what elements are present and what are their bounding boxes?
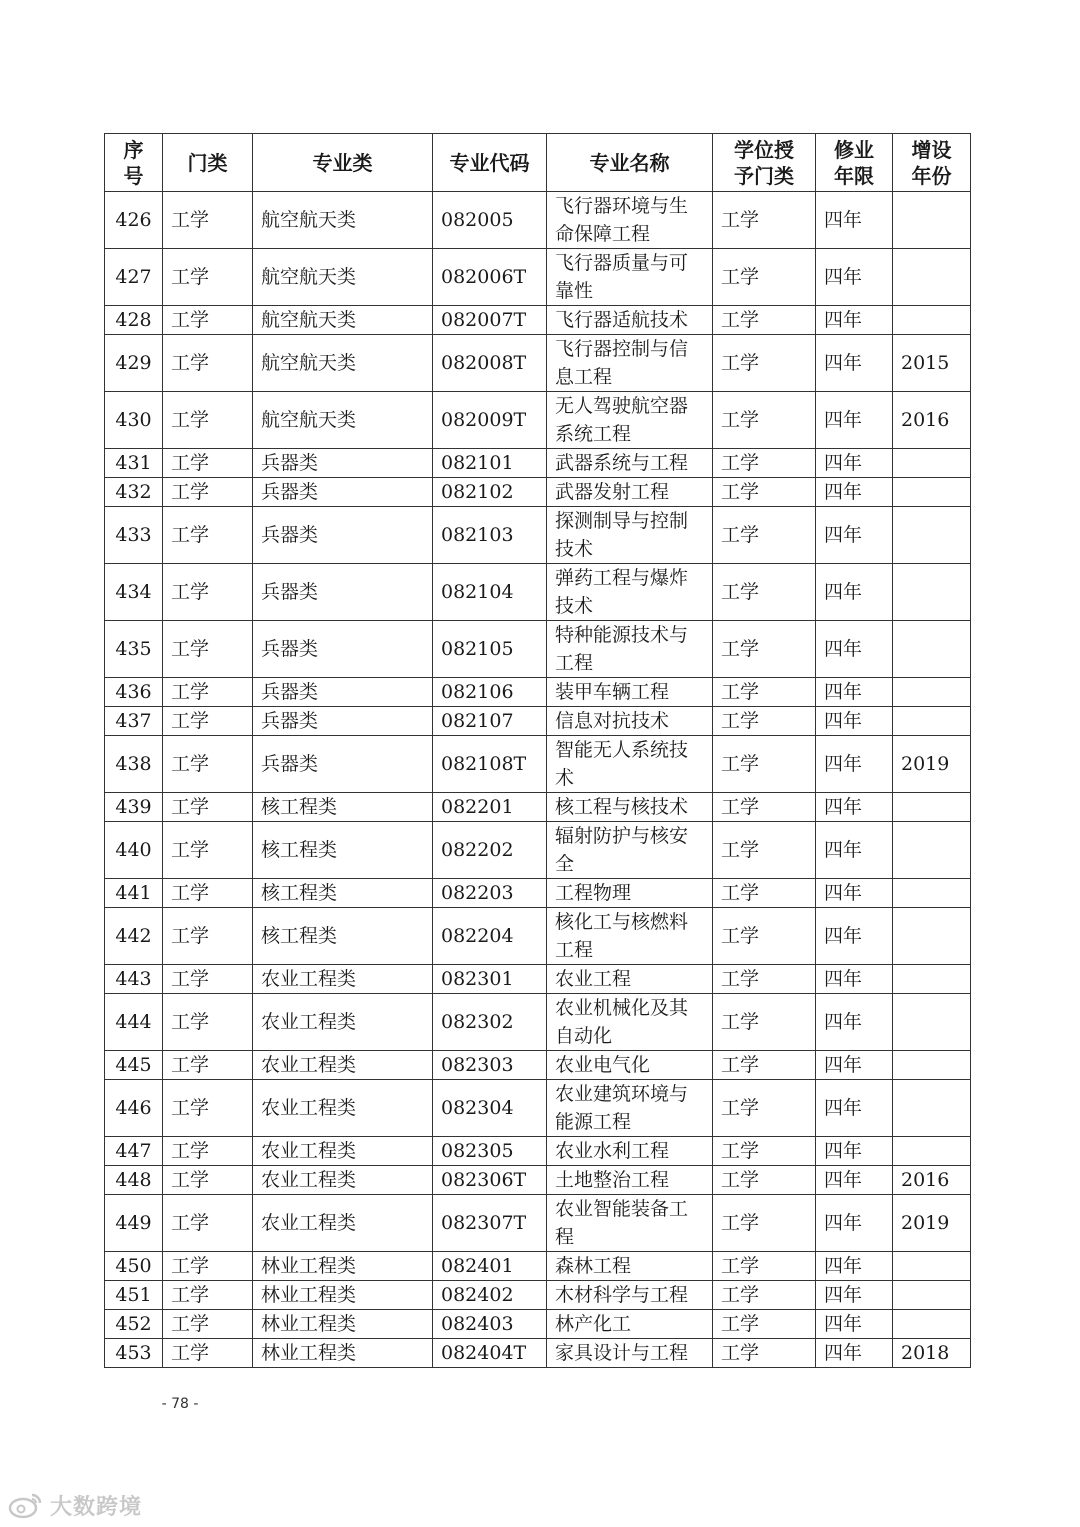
table-row	[105, 879, 971, 908]
cell-category: 工学	[163, 449, 253, 478]
cell-years: 四年	[816, 678, 893, 707]
cell-years: 四年	[816, 1051, 893, 1080]
cell-name: 探测制导与控制技术	[547, 507, 713, 564]
cell-year-added	[893, 793, 971, 822]
cell-class: 核工程类	[253, 879, 433, 908]
table-row	[105, 1310, 971, 1339]
table-row	[105, 994, 971, 1051]
cell-years: 四年	[816, 1080, 893, 1137]
cell-name: 工程物理	[547, 879, 713, 908]
cell-degree: 工学	[713, 1051, 816, 1080]
cell-category: 工学	[163, 564, 253, 621]
cell-seq: 444	[105, 994, 163, 1051]
cell-degree: 工学	[713, 822, 816, 879]
cell-years: 四年	[816, 822, 893, 879]
table-row	[105, 306, 971, 335]
cell-category: 工学	[163, 1137, 253, 1166]
cell-code: 082307T	[433, 1195, 547, 1252]
cell-category: 工学	[163, 965, 253, 994]
cell-degree: 工学	[713, 1080, 816, 1137]
cell-code: 082204	[433, 908, 547, 965]
cell-seq: 439	[105, 793, 163, 822]
cell-degree: 工学	[713, 1252, 816, 1281]
cell-year-added	[893, 1080, 971, 1137]
cell-class: 航空航天类	[253, 249, 433, 306]
cell-category: 工学	[163, 822, 253, 879]
cell-degree: 工学	[713, 736, 816, 793]
cell-years: 四年	[816, 1310, 893, 1339]
cell-seq: 431	[105, 449, 163, 478]
table-row	[105, 1137, 971, 1166]
cell-year-added	[893, 879, 971, 908]
cell-year-added	[893, 965, 971, 994]
cell-degree: 工学	[713, 908, 816, 965]
cell-class: 林业工程类	[253, 1252, 433, 1281]
cell-degree: 工学	[713, 306, 816, 335]
cell-code: 082301	[433, 965, 547, 994]
cell-class: 林业工程类	[253, 1310, 433, 1339]
cell-year-added	[893, 707, 971, 736]
cell-year-added: 2015	[893, 335, 971, 392]
cell-category: 工学	[163, 621, 253, 678]
cell-code: 082402	[433, 1281, 547, 1310]
cell-category: 工学	[163, 1080, 253, 1137]
cell-seq: 441	[105, 879, 163, 908]
cell-year-added	[893, 1310, 971, 1339]
cell-degree: 工学	[713, 994, 816, 1051]
cell-name: 农业智能装备工程	[547, 1195, 713, 1252]
cell-class: 农业工程类	[253, 1195, 433, 1252]
cell-category: 工学	[163, 192, 253, 249]
cell-seq: 437	[105, 707, 163, 736]
cell-category: 工学	[163, 1310, 253, 1339]
cell-class: 农业工程类	[253, 965, 433, 994]
table-row	[105, 1080, 971, 1137]
cell-years: 四年	[816, 908, 893, 965]
cell-name: 农业机械化及其自动化	[547, 994, 713, 1051]
cell-code: 082202	[433, 822, 547, 879]
cell-code: 082103	[433, 507, 547, 564]
cell-class: 核工程类	[253, 822, 433, 879]
table-row	[105, 1166, 971, 1195]
cell-name: 土地整治工程	[547, 1166, 713, 1195]
header-class	[253, 134, 433, 192]
cell-name: 木材科学与工程	[547, 1281, 713, 1310]
cell-seq: 434	[105, 564, 163, 621]
cell-class: 农业工程类	[253, 1166, 433, 1195]
cell-year-added	[893, 1252, 971, 1281]
cell-degree: 工学	[713, 1166, 816, 1195]
cell-category: 工学	[163, 478, 253, 507]
cell-seq: 430	[105, 392, 163, 449]
table-row	[105, 621, 971, 678]
watermark	[8, 1490, 142, 1520]
header-category-line: 门类	[187, 150, 228, 175]
cell-class: 航空航天类	[253, 192, 433, 249]
cell-class: 兵器类	[253, 564, 433, 621]
cell-year-added	[893, 1137, 971, 1166]
table-row	[105, 965, 971, 994]
cell-code: 082105	[433, 621, 547, 678]
table-row	[105, 1252, 971, 1281]
cell-degree: 工学	[713, 249, 816, 306]
cell-degree: 工学	[713, 449, 816, 478]
table-row	[105, 478, 971, 507]
cell-category: 工学	[163, 678, 253, 707]
cell-years: 四年	[816, 994, 893, 1051]
cell-name: 无人驾驶航空器系统工程	[547, 392, 713, 449]
cell-name: 农业工程	[547, 965, 713, 994]
cell-seq: 449	[105, 1195, 163, 1252]
cell-class: 林业工程类	[253, 1339, 433, 1368]
cell-seq: 428	[105, 306, 163, 335]
header-code	[433, 134, 547, 192]
cell-degree: 工学	[713, 678, 816, 707]
cell-category: 工学	[163, 335, 253, 392]
cell-years: 四年	[816, 1339, 893, 1368]
table-row	[105, 707, 971, 736]
cell-degree: 工学	[713, 507, 816, 564]
cell-name: 武器系统与工程	[547, 449, 713, 478]
cell-code: 082401	[433, 1252, 547, 1281]
cell-seq: 452	[105, 1310, 163, 1339]
header-name	[547, 134, 713, 192]
cell-category: 工学	[163, 507, 253, 564]
header-seq-line: 序	[123, 137, 144, 162]
header-seq	[105, 134, 163, 192]
majors-table	[104, 133, 971, 1368]
cell-years: 四年	[816, 335, 893, 392]
cell-degree: 工学	[713, 1195, 816, 1252]
cell-class: 农业工程类	[253, 1137, 433, 1166]
cell-name: 森林工程	[547, 1252, 713, 1281]
cell-category: 工学	[163, 994, 253, 1051]
cell-class: 兵器类	[253, 707, 433, 736]
cell-class: 兵器类	[253, 507, 433, 564]
table-row	[105, 507, 971, 564]
header-code-line: 专业代码	[449, 150, 530, 175]
cell-degree: 工学	[713, 793, 816, 822]
table-row	[105, 1195, 971, 1252]
cell-class: 兵器类	[253, 678, 433, 707]
cell-years: 四年	[816, 707, 893, 736]
cell-category: 工学	[163, 908, 253, 965]
cell-name: 武器发射工程	[547, 478, 713, 507]
cell-category: 工学	[163, 1166, 253, 1195]
cell-seq: 450	[105, 1252, 163, 1281]
cell-seq: 443	[105, 965, 163, 994]
cell-year-added	[893, 449, 971, 478]
header-degree-line: 学位授	[734, 137, 794, 162]
cell-code: 082007T	[433, 306, 547, 335]
cell-seq: 440	[105, 822, 163, 879]
cell-category: 工学	[163, 793, 253, 822]
cell-seq: 447	[105, 1137, 163, 1166]
page-number: - 78 -	[161, 1396, 199, 1412]
cell-class: 兵器类	[253, 621, 433, 678]
cell-degree: 工学	[713, 192, 816, 249]
cell-name: 核化工与核燃料工程	[547, 908, 713, 965]
header-years-line: 修业	[834, 137, 874, 162]
watermark-text: 大数跨境	[50, 1494, 143, 1520]
cell-category: 工学	[163, 249, 253, 306]
cell-category: 工学	[163, 306, 253, 335]
table-row	[105, 793, 971, 822]
cell-seq: 426	[105, 192, 163, 249]
cell-name: 信息对抗技术	[547, 707, 713, 736]
cell-seq: 446	[105, 1080, 163, 1137]
cell-code: 082102	[433, 478, 547, 507]
table-row	[105, 564, 971, 621]
cell-year-added	[893, 507, 971, 564]
cell-years: 四年	[816, 478, 893, 507]
cell-category: 工学	[163, 1339, 253, 1368]
header-degree	[713, 134, 816, 192]
cell-seq: 453	[105, 1339, 163, 1368]
header-degree-line: 予门类	[734, 163, 794, 188]
cell-code: 082303	[433, 1051, 547, 1080]
cell-code: 082404T	[433, 1339, 547, 1368]
cell-code: 082009T	[433, 392, 547, 449]
cell-years: 四年	[816, 1195, 893, 1252]
cell-years: 四年	[816, 965, 893, 994]
cell-code: 082302	[433, 994, 547, 1051]
cell-year-added	[893, 621, 971, 678]
cell-name: 智能无人系统技术	[547, 736, 713, 793]
cell-years: 四年	[816, 1166, 893, 1195]
cell-degree: 工学	[713, 335, 816, 392]
cell-name: 飞行器质量与可靠性	[547, 249, 713, 306]
cell-year-added: 2016	[893, 1166, 971, 1195]
cell-degree: 工学	[713, 478, 816, 507]
header-year-added-line: 增设	[911, 137, 952, 162]
cell-class: 林业工程类	[253, 1281, 433, 1310]
cell-year-added: 2018	[893, 1339, 971, 1368]
cell-name: 核工程与核技术	[547, 793, 713, 822]
cell-name: 农业建筑环境与能源工程	[547, 1080, 713, 1137]
table-row	[105, 1051, 971, 1080]
cell-degree: 工学	[713, 621, 816, 678]
cell-year-added: 2019	[893, 736, 971, 793]
cell-degree: 工学	[713, 564, 816, 621]
cell-degree: 工学	[713, 1281, 816, 1310]
cell-years: 四年	[816, 392, 893, 449]
cell-year-added	[893, 1051, 971, 1080]
header-seq-line: 号	[123, 163, 144, 188]
cell-seq: 429	[105, 335, 163, 392]
table-row	[105, 908, 971, 965]
cell-years: 四年	[816, 1281, 893, 1310]
cell-class: 航空航天类	[253, 306, 433, 335]
cell-class: 农业工程类	[253, 1051, 433, 1080]
cell-category: 工学	[163, 879, 253, 908]
cell-seq: 427	[105, 249, 163, 306]
cell-name: 飞行器控制与信息工程	[547, 335, 713, 392]
cell-degree: 工学	[713, 965, 816, 994]
cell-degree: 工学	[713, 1137, 816, 1166]
cell-year-added: 2019	[893, 1195, 971, 1252]
cell-category: 工学	[163, 1051, 253, 1080]
cell-degree: 工学	[713, 707, 816, 736]
cell-code: 082106	[433, 678, 547, 707]
cell-category: 工学	[163, 707, 253, 736]
cell-seq: 442	[105, 908, 163, 965]
cell-seq: 432	[105, 478, 163, 507]
table-row	[105, 1339, 971, 1368]
cell-year-added	[893, 1281, 971, 1310]
cell-year-added	[893, 478, 971, 507]
cell-years: 四年	[816, 564, 893, 621]
header-year-added	[893, 134, 971, 192]
cell-code: 082104	[433, 564, 547, 621]
cell-seq: 451	[105, 1281, 163, 1310]
header-years-line: 年限	[834, 163, 874, 188]
cell-name: 林产化工	[547, 1310, 713, 1339]
cell-class: 核工程类	[253, 793, 433, 822]
table-row	[105, 678, 971, 707]
header-name-line: 专业名称	[589, 150, 670, 175]
header-category	[163, 134, 253, 192]
header-class-line: 专业类	[312, 150, 373, 175]
cell-class: 农业工程类	[253, 994, 433, 1051]
cell-code: 082304	[433, 1080, 547, 1137]
cell-code: 082107	[433, 707, 547, 736]
cell-name: 农业水利工程	[547, 1137, 713, 1166]
cell-year-added	[893, 822, 971, 879]
cell-years: 四年	[816, 192, 893, 249]
cell-code: 082005	[433, 192, 547, 249]
cell-code: 082008T	[433, 335, 547, 392]
cell-name: 弹药工程与爆炸技术	[547, 564, 713, 621]
cell-name: 辐射防护与核安全	[547, 822, 713, 879]
cell-year-added	[893, 678, 971, 707]
cell-code: 082108T	[433, 736, 547, 793]
cell-code: 082203	[433, 879, 547, 908]
cell-degree: 工学	[713, 392, 816, 449]
cell-name: 飞行器适航技术	[547, 306, 713, 335]
cell-seq: 445	[105, 1051, 163, 1080]
cell-degree: 工学	[713, 1310, 816, 1339]
cell-years: 四年	[816, 879, 893, 908]
cell-years: 四年	[816, 1252, 893, 1281]
table-row	[105, 736, 971, 793]
cell-code: 082305	[433, 1137, 547, 1166]
cell-code: 082006T	[433, 249, 547, 306]
cell-category: 工学	[163, 1281, 253, 1310]
cell-seq: 433	[105, 507, 163, 564]
cell-name: 家具设计与工程	[547, 1339, 713, 1368]
cell-class: 兵器类	[253, 478, 433, 507]
cell-seq: 438	[105, 736, 163, 793]
table-row	[105, 449, 971, 478]
cell-class: 航空航天类	[253, 392, 433, 449]
cell-code: 082306T	[433, 1166, 547, 1195]
cell-class: 核工程类	[253, 908, 433, 965]
cell-category: 工学	[163, 1195, 253, 1252]
cell-years: 四年	[816, 793, 893, 822]
cell-year-added	[893, 994, 971, 1051]
cell-category: 工学	[163, 392, 253, 449]
table-header-row	[105, 134, 971, 192]
weibo-logo-icon	[8, 1491, 44, 1519]
table-row	[105, 335, 971, 392]
table-row	[105, 1281, 971, 1310]
cell-year-added	[893, 249, 971, 306]
table-row	[105, 392, 971, 449]
cell-year-added: 2016	[893, 392, 971, 449]
table-row	[105, 192, 971, 249]
header-years	[816, 134, 893, 192]
cell-class: 航空航天类	[253, 335, 433, 392]
cell-years: 四年	[816, 507, 893, 564]
cell-name: 特种能源技术与工程	[547, 621, 713, 678]
cell-class: 兵器类	[253, 449, 433, 478]
cell-code: 082201	[433, 793, 547, 822]
table-row	[105, 822, 971, 879]
cell-years: 四年	[816, 249, 893, 306]
header-year-added-line: 年份	[911, 163, 952, 188]
cell-year-added	[893, 564, 971, 621]
cell-degree: 工学	[713, 879, 816, 908]
cell-year-added	[893, 908, 971, 965]
cell-year-added	[893, 192, 971, 249]
cell-code: 082403	[433, 1310, 547, 1339]
cell-seq: 448	[105, 1166, 163, 1195]
cell-years: 四年	[816, 306, 893, 335]
cell-seq: 435	[105, 621, 163, 678]
cell-class: 农业工程类	[253, 1080, 433, 1137]
table-row	[105, 249, 971, 306]
cell-class: 兵器类	[253, 736, 433, 793]
cell-years: 四年	[816, 736, 893, 793]
cell-code: 082101	[433, 449, 547, 478]
cell-category: 工学	[163, 1252, 253, 1281]
table-body	[105, 192, 971, 1368]
cell-degree: 工学	[713, 1339, 816, 1368]
cell-years: 四年	[816, 1137, 893, 1166]
cell-name: 农业电气化	[547, 1051, 713, 1080]
cell-name: 飞行器环境与生命保障工程	[547, 192, 713, 249]
cell-name: 装甲车辆工程	[547, 678, 713, 707]
cell-years: 四年	[816, 621, 893, 678]
cell-category: 工学	[163, 736, 253, 793]
cell-seq: 436	[105, 678, 163, 707]
cell-years: 四年	[816, 449, 893, 478]
cell-year-added	[893, 306, 971, 335]
